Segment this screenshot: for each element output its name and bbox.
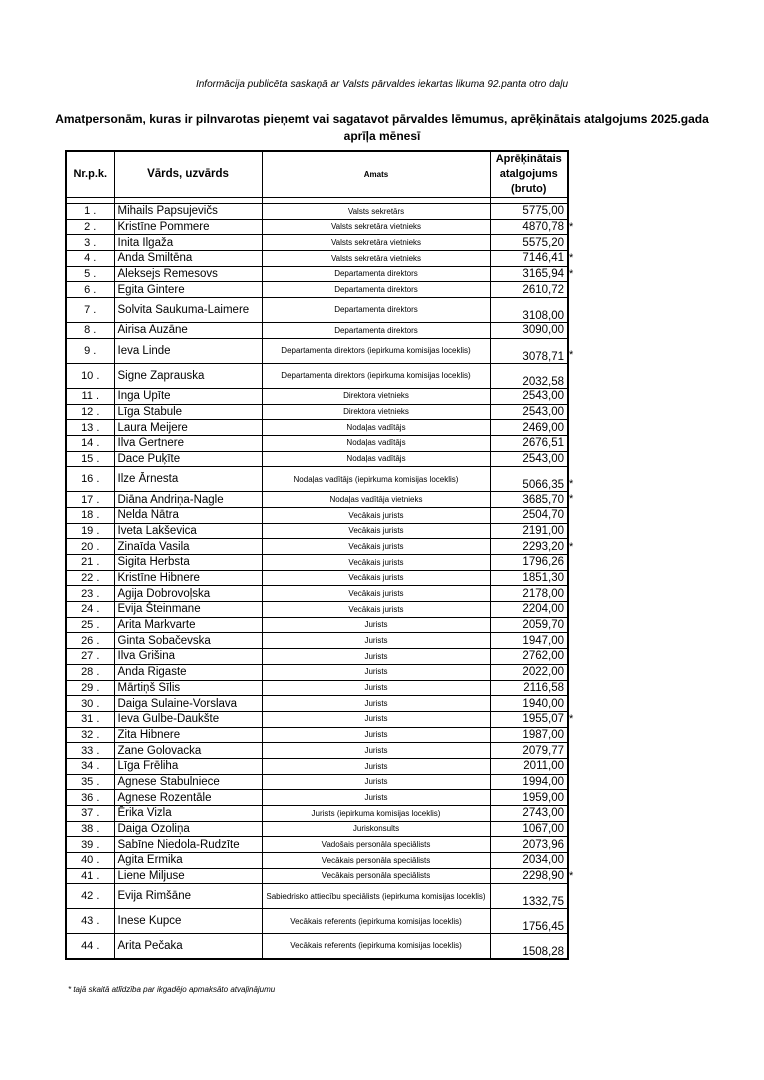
table-row	[66, 868, 568, 884]
column-header-salary: Aprēķinātais atalgojums (bruto)	[490, 151, 568, 198]
position-title: Vecākais jurists	[262, 602, 490, 618]
table-row	[66, 633, 568, 649]
salary-amount: 2034,00	[490, 853, 568, 869]
position-title: Jurists	[262, 633, 490, 649]
position-title: Nodaļas vadītājs	[262, 435, 490, 451]
row-number: 16 .	[66, 467, 114, 492]
table-row	[66, 492, 568, 508]
employee-name: Evija Šteinmane	[114, 602, 262, 618]
table-row	[66, 758, 568, 774]
salary-amount: 1067,00	[490, 821, 568, 837]
salary-amount: 2762,00	[490, 649, 568, 665]
row-number: 20 .	[66, 539, 114, 555]
column-header-name: Vārds, uzvārds	[114, 151, 262, 198]
employee-name: Inita Ilgaža	[114, 235, 262, 251]
position-title: Vecākais jurists	[262, 507, 490, 523]
position-title: Jurists	[262, 727, 490, 743]
row-number: 23 .	[66, 586, 114, 602]
employee-name: Mārtiņš Sīlis	[114, 680, 262, 696]
salary-amount: 2116,58	[490, 680, 568, 696]
row-number: 27 .	[66, 649, 114, 665]
position-title: Nodaļas vadītājs	[262, 420, 490, 436]
row-number: 3 .	[66, 235, 114, 251]
position-title: Valsts sekretāra vietnieks	[262, 251, 490, 267]
employee-name: Nelda Nātra	[114, 507, 262, 523]
employee-name: Agija Dobrovoļska	[114, 586, 262, 602]
salary-amount: 3090,00	[490, 323, 568, 339]
row-number: 32 .	[66, 727, 114, 743]
table-row	[66, 727, 568, 743]
salary-amount: 2079,77	[490, 743, 568, 759]
table-row	[66, 420, 568, 436]
salary-amount: 3165,94	[490, 266, 568, 282]
row-number: 28 .	[66, 664, 114, 680]
employee-name: Kristīne Hibnere	[114, 570, 262, 586]
employee-name: Ilva Gertnere	[114, 435, 262, 451]
salary-amount: 1987,00	[490, 727, 568, 743]
salary-amount: 2178,00	[490, 586, 568, 602]
table-row	[66, 404, 568, 420]
salary-amount: 4870,78	[490, 219, 568, 235]
table-row	[66, 790, 568, 806]
table-row	[66, 664, 568, 680]
employee-name: Kristīne Pommere	[114, 219, 262, 235]
salary-amount: 2204,00	[490, 602, 568, 618]
row-number: 21 .	[66, 555, 114, 571]
table-row	[66, 266, 568, 282]
employee-name: Anda Smiltēna	[114, 251, 262, 267]
employee-name: Daiga Sulaine-Vorslava	[114, 696, 262, 712]
employee-name: Evija Rimšāne	[114, 884, 262, 909]
position-title: Sabiedrisko attiecību speciālists (iepirkuma komisijas loceklis)	[262, 884, 490, 909]
employee-name: Līga Frēliha	[114, 758, 262, 774]
position-title: Jurists	[262, 649, 490, 665]
employee-name: Dace Puķīte	[114, 451, 262, 467]
position-title: Jurists	[262, 680, 490, 696]
row-number: 41 .	[66, 868, 114, 884]
salary-amount: 5066,35	[490, 467, 568, 492]
salary-amount: 2743,00	[490, 806, 568, 822]
intro-text: Informācija publicēta saskaņā ar Valsts pārvaldes iekartas likuma 92.panta otro daļu	[195, 79, 569, 90]
employee-name: Signe Zaprauska	[114, 363, 262, 388]
column-header-nr: Nr.p.k.	[66, 151, 114, 198]
footnote: * tajā skaitā atlīdzība par ikgadējo apmaksāto atvaļinājumu	[68, 985, 276, 994]
row-number: 8 .	[66, 323, 114, 339]
employee-name: Zane Golovacka	[114, 743, 262, 759]
row-number: 30 .	[66, 696, 114, 712]
salary-amount: 3685,70	[490, 492, 568, 508]
footnote-asterisk: *	[569, 349, 574, 362]
table-row	[66, 467, 568, 492]
table-row	[66, 909, 568, 934]
employee-name: Iveta Lakševica	[114, 523, 262, 539]
employee-name: Agnese Rozentāle	[114, 790, 262, 806]
table-row	[66, 555, 568, 571]
employee-name: Solvita Saukuma-Laimere	[114, 298, 262, 323]
salary-amount: 1756,45	[490, 909, 568, 934]
table-row	[66, 586, 568, 602]
row-number: 13 .	[66, 420, 114, 436]
table-row	[66, 806, 568, 822]
row-number: 6 .	[66, 282, 114, 298]
position-title: Departamenta direktors (iepirkuma komisijas loceklis)	[262, 363, 490, 388]
employee-name: Aleksejs Remesovs	[114, 266, 262, 282]
employee-name: Ērika Vizla	[114, 806, 262, 822]
row-number: 5 .	[66, 266, 114, 282]
column-header-position: Amats	[262, 151, 490, 198]
salary-amount: 1796,26	[490, 555, 568, 571]
row-number: 40 .	[66, 853, 114, 869]
table-row	[66, 696, 568, 712]
position-title: Nodaļas vadītāja vietnieks	[262, 492, 490, 508]
salary-amount: 1947,00	[490, 633, 568, 649]
employee-name: Anda Rigaste	[114, 664, 262, 680]
footnote-asterisk: *	[569, 220, 574, 233]
row-number: 24 .	[66, 602, 114, 618]
table-header-row	[66, 151, 568, 198]
table-row	[66, 435, 568, 451]
salary-amount: 2011,00	[490, 758, 568, 774]
row-number: 29 .	[66, 680, 114, 696]
row-number: 1 .	[66, 204, 114, 220]
employee-name: Ieva Gulbe-Daukšte	[114, 711, 262, 727]
table-row	[66, 282, 568, 298]
salary-amount: 2676,51	[490, 435, 568, 451]
row-number: 36 .	[66, 790, 114, 806]
employee-name: Agita Ermika	[114, 853, 262, 869]
salary-amount: 1851,30	[490, 570, 568, 586]
position-title: Valsts sekretārs	[262, 204, 490, 220]
table-row	[66, 837, 568, 853]
employee-name: Zita Hibnere	[114, 727, 262, 743]
row-number: 37 .	[66, 806, 114, 822]
salary-amount: 2543,00	[490, 451, 568, 467]
row-number: 22 .	[66, 570, 114, 586]
employee-name: Inese Kupce	[114, 909, 262, 934]
row-number: 10 .	[66, 363, 114, 388]
position-title: Nodaļas vadītājs (iepirkuma komisijas loceklis)	[262, 467, 490, 492]
row-number: 25 .	[66, 617, 114, 633]
position-title: Jurists	[262, 774, 490, 790]
salary-amount: 1959,00	[490, 790, 568, 806]
table-row	[66, 774, 568, 790]
salary-amount: 2543,00	[490, 388, 568, 404]
row-number: 33 .	[66, 743, 114, 759]
employee-name: Sigita Herbsta	[114, 555, 262, 571]
employee-name: Arita Markvarte	[114, 617, 262, 633]
employee-name: Diāna Andriņa-Nagle	[114, 492, 262, 508]
salary-amount: 1508,28	[490, 934, 568, 959]
position-title: Vecākais jurists	[262, 539, 490, 555]
position-title: Jurists	[262, 617, 490, 633]
salary-table	[65, 150, 569, 960]
row-number: 44 .	[66, 934, 114, 959]
footnote-asterisk: *	[569, 493, 574, 506]
footnote-asterisk: *	[569, 477, 574, 490]
row-number: 31 .	[66, 711, 114, 727]
salary-amount: 3078,71	[490, 338, 568, 363]
salary-amount: 2610,72	[490, 282, 568, 298]
position-title: Departamenta direktors	[262, 282, 490, 298]
position-title: Vecākais jurists	[262, 586, 490, 602]
employee-name: Līga Stabule	[114, 404, 262, 420]
salary-amount: 1332,75	[490, 884, 568, 909]
table-row	[66, 821, 568, 837]
salary-amount: 2469,00	[490, 420, 568, 436]
position-title: Vecākais referents (iepirkuma komisijas loceklis)	[262, 909, 490, 934]
salary-amount: 2504,70	[490, 507, 568, 523]
employee-name: Inga Upīte	[114, 388, 262, 404]
table-row	[66, 219, 568, 235]
employee-name: Ilze Ārnesta	[114, 467, 262, 492]
position-title: Jurists (iepirkuma komisijas loceklis)	[262, 806, 490, 822]
position-title: Vecākais referents (iepirkuma komisijas loceklis)	[262, 934, 490, 959]
salary-amount: 7146,41	[490, 251, 568, 267]
row-number: 4 .	[66, 251, 114, 267]
employee-name: Ieva Linde	[114, 338, 262, 363]
row-number: 18 .	[66, 507, 114, 523]
table-row	[66, 884, 568, 909]
footnote-asterisk: *	[569, 540, 574, 553]
salary-amount: 1994,00	[490, 774, 568, 790]
row-number: 9 .	[66, 338, 114, 363]
row-number: 26 .	[66, 633, 114, 649]
table-row	[66, 711, 568, 727]
position-title: Vadošais personāla speciālists	[262, 837, 490, 853]
row-number: 17 .	[66, 492, 114, 508]
table-row	[66, 451, 568, 467]
position-title: Departamenta direktors	[262, 266, 490, 282]
table-row	[66, 617, 568, 633]
footnote-asterisk: *	[569, 713, 574, 726]
position-title: Departamenta direktors	[262, 323, 490, 339]
table-row	[66, 853, 568, 869]
position-title: Vecākais personāla speciālists	[262, 868, 490, 884]
position-title: Jurists	[262, 664, 490, 680]
employee-name: Liene Miljuse	[114, 868, 262, 884]
page-title: Amatpersonām, kuras ir pilnvarotas pieņemt vai sagatavot pārvaldes lēmumus, aprēķinātais atalgojums 2025.gada aprīļa mēnesī	[55, 112, 709, 143]
table-row	[66, 743, 568, 759]
footnote-asterisk: *	[569, 252, 574, 265]
salary-amount: 2298,90	[490, 868, 568, 884]
salary-amount: 2032,58	[490, 363, 568, 388]
salary-amount: 2022,00	[490, 664, 568, 680]
position-title: Juriskonsults	[262, 821, 490, 837]
table-row	[66, 204, 568, 220]
position-title: Vecākais personāla speciālists	[262, 853, 490, 869]
employee-name: Sabīne Niedola-Rudzīte	[114, 837, 262, 853]
row-number: 39 .	[66, 837, 114, 853]
table-row	[66, 298, 568, 323]
row-number: 43 .	[66, 909, 114, 934]
salary-amount: 2191,00	[490, 523, 568, 539]
employee-name: Ilva Grišina	[114, 649, 262, 665]
row-number: 35 .	[66, 774, 114, 790]
employee-name: Daiga Ozoliņa	[114, 821, 262, 837]
position-title: Jurists	[262, 711, 490, 727]
table-row	[66, 235, 568, 251]
table-row	[66, 388, 568, 404]
footnote-asterisk: *	[569, 267, 574, 280]
row-number: 2 .	[66, 219, 114, 235]
employee-name: Mihails Papsujevičs	[114, 204, 262, 220]
salary-amount: 2059,70	[490, 617, 568, 633]
row-number: 14 .	[66, 435, 114, 451]
row-number: 11 .	[66, 388, 114, 404]
row-number: 15 .	[66, 451, 114, 467]
row-number: 19 .	[66, 523, 114, 539]
footnote-asterisk: *	[569, 869, 574, 882]
position-title: Departamenta direktors	[262, 298, 490, 323]
salary-amount: 2543,00	[490, 404, 568, 420]
employee-name: Zinaīda Vasila	[114, 539, 262, 555]
position-title: Direktora vietnieks	[262, 388, 490, 404]
table-row	[66, 539, 568, 555]
row-number: 12 .	[66, 404, 114, 420]
position-title: Direktora vietnieks	[262, 404, 490, 420]
salary-amount: 2293,20	[490, 539, 568, 555]
table-row	[66, 507, 568, 523]
position-title: Nodaļas vadītājs	[262, 451, 490, 467]
table-row	[66, 934, 568, 959]
position-title: Vecākais jurists	[262, 570, 490, 586]
table-row	[66, 570, 568, 586]
position-title: Valsts sekretāra vietnieks	[262, 235, 490, 251]
salary-amount: 2073,96	[490, 837, 568, 853]
position-title: Jurists	[262, 743, 490, 759]
row-number: 7 .	[66, 298, 114, 323]
table-row	[66, 680, 568, 696]
footnote-marker-column	[567, 0, 581, 1080]
row-number: 34 .	[66, 758, 114, 774]
salary-amount: 5575,20	[490, 235, 568, 251]
table-row	[66, 338, 568, 363]
employee-name: Laura Meijere	[114, 420, 262, 436]
salary-amount: 5775,00	[490, 204, 568, 220]
employee-name: Egita Gintere	[114, 282, 262, 298]
row-number: 42 .	[66, 884, 114, 909]
position-title: Jurists	[262, 758, 490, 774]
table-row	[66, 363, 568, 388]
employee-name: Agnese Stabulniece	[114, 774, 262, 790]
salary-amount: 1955,07	[490, 711, 568, 727]
employee-name: Ginta Sobačevska	[114, 633, 262, 649]
employee-name: Airisa Auzāne	[114, 323, 262, 339]
position-title: Vecākais jurists	[262, 523, 490, 539]
position-title: Departamenta direktors (iepirkuma komisijas loceklis)	[262, 338, 490, 363]
table-row	[66, 251, 568, 267]
table-row	[66, 323, 568, 339]
position-title: Jurists	[262, 790, 490, 806]
salary-amount: 1940,00	[490, 696, 568, 712]
position-title: Valsts sekretāra vietnieks	[262, 219, 490, 235]
position-title: Vecākais jurists	[262, 555, 490, 571]
salary-amount: 3108,00	[490, 298, 568, 323]
table-row	[66, 602, 568, 618]
employee-name: Arita Pečaka	[114, 934, 262, 959]
position-title: Jurists	[262, 696, 490, 712]
table-row	[66, 649, 568, 665]
row-number: 38 .	[66, 821, 114, 837]
table-row	[66, 523, 568, 539]
